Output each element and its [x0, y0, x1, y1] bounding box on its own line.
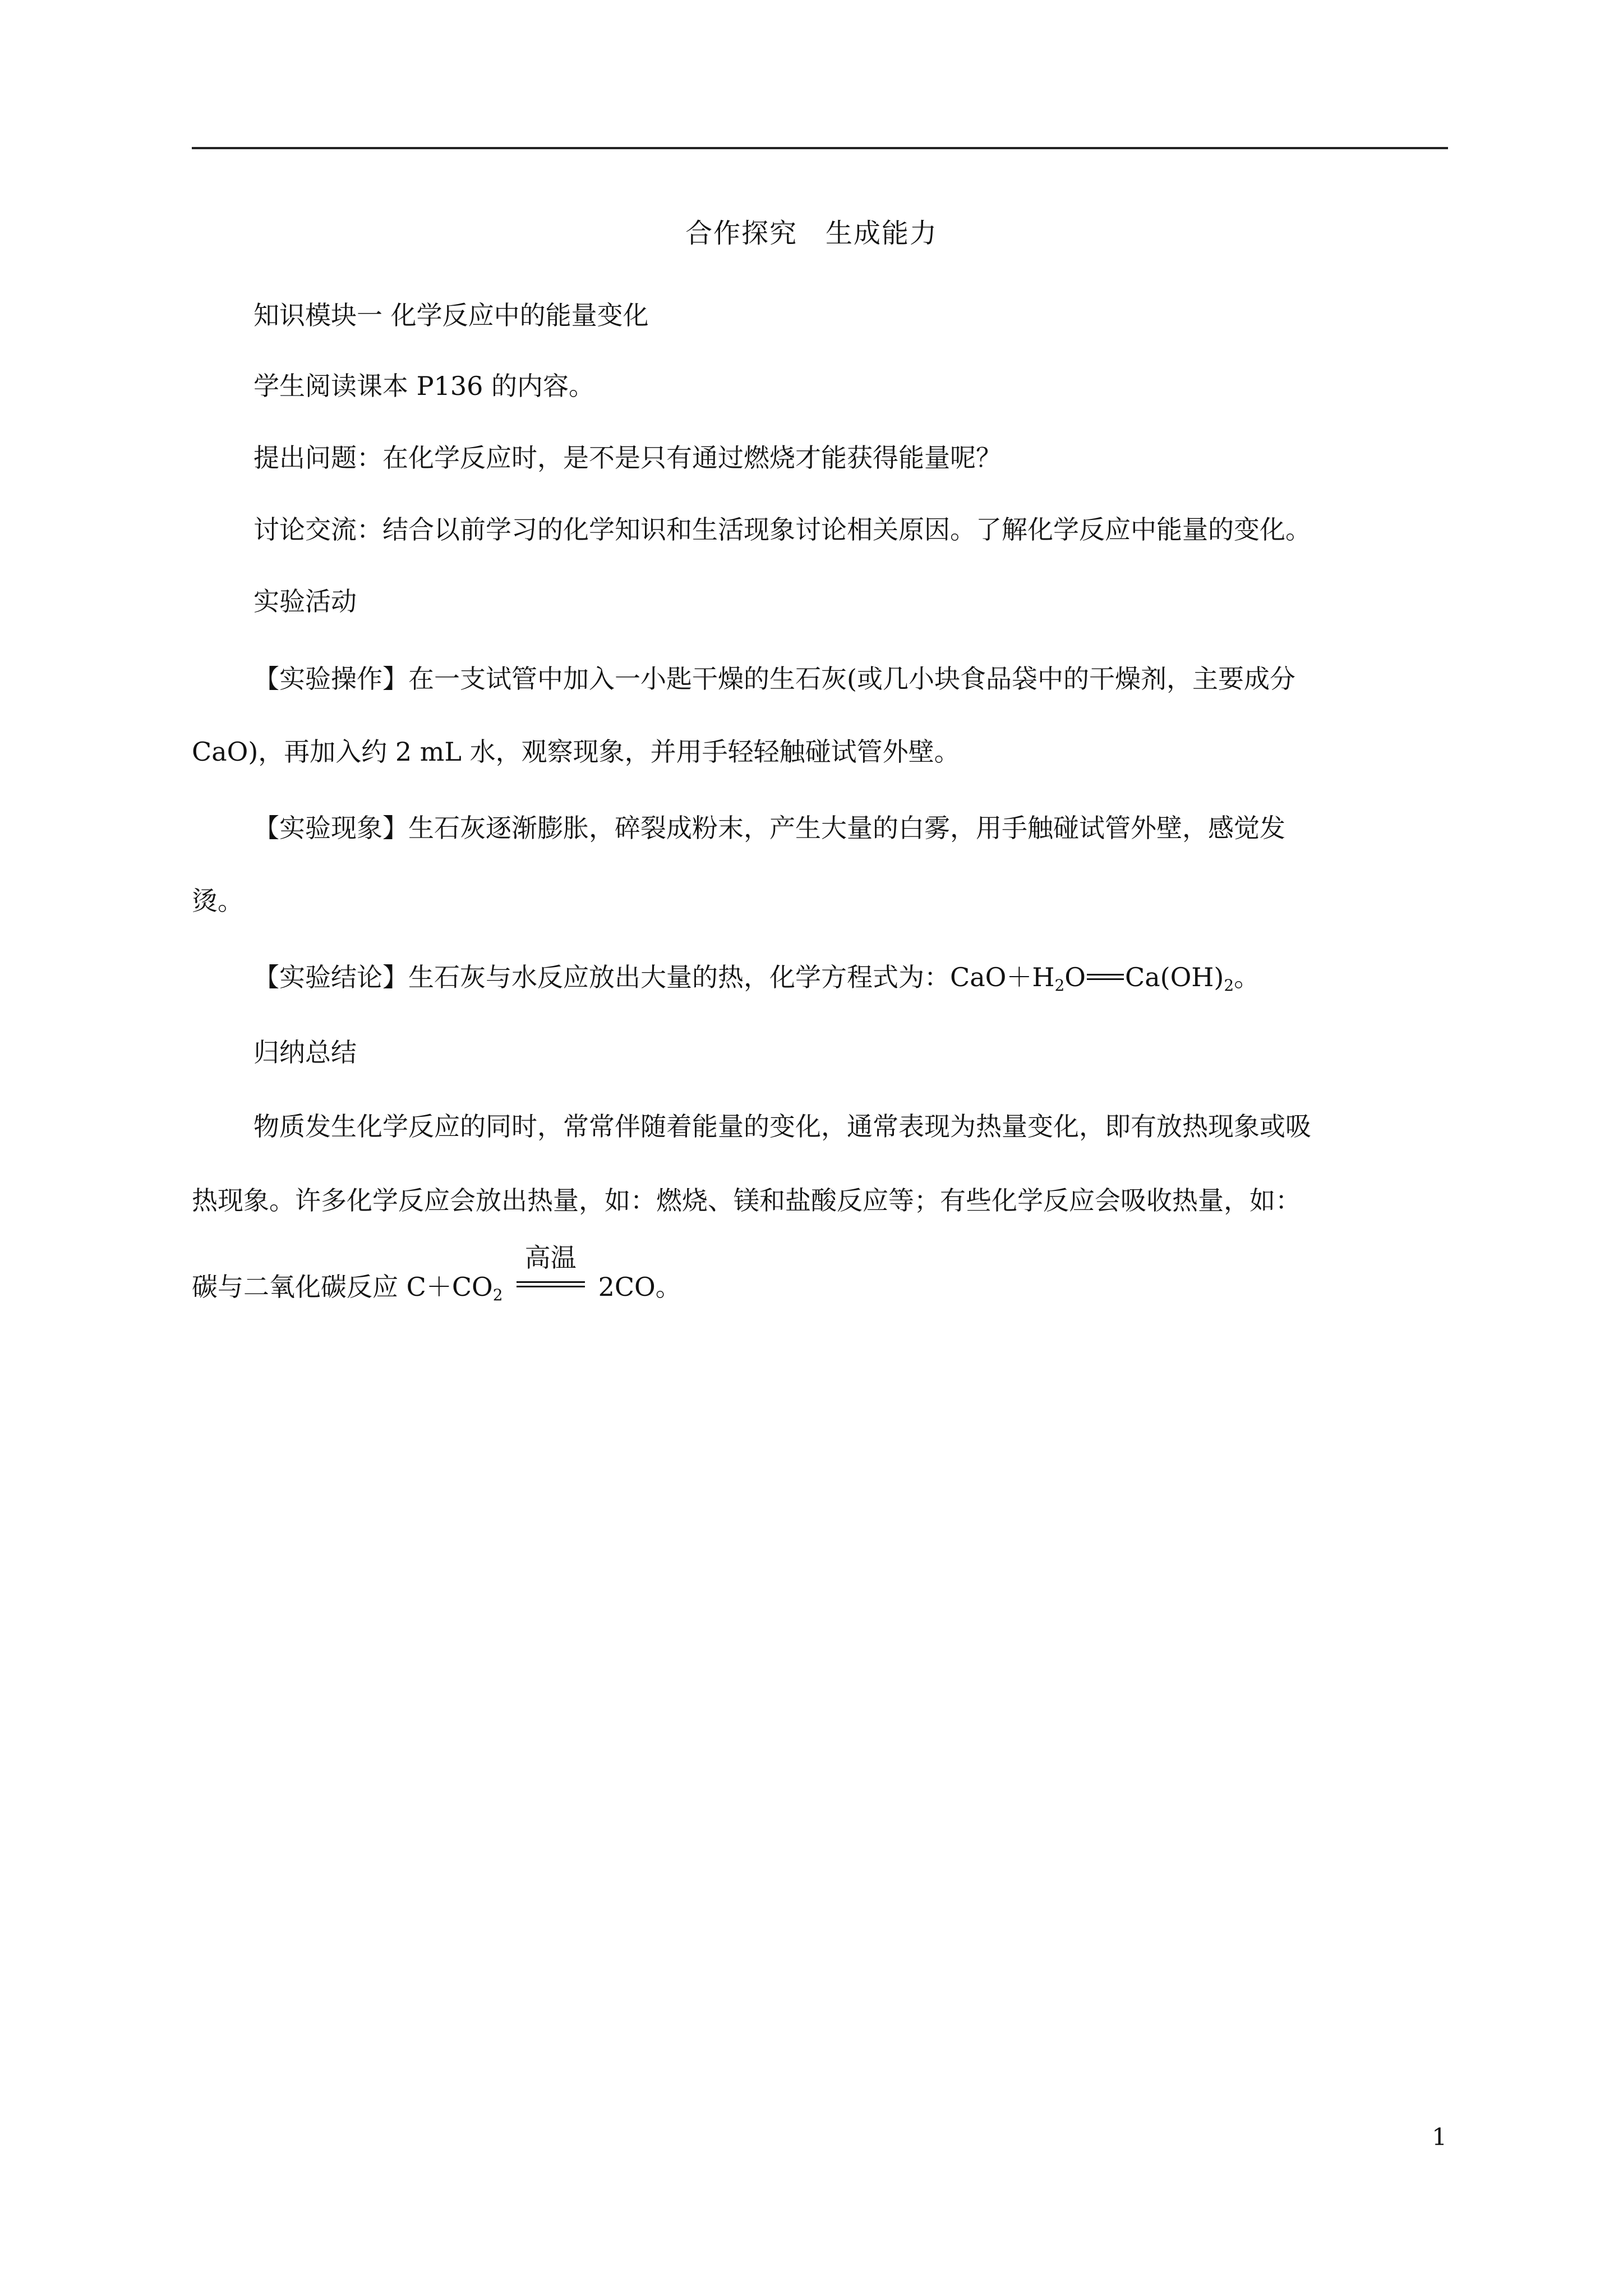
- summary-line-3: 碳与二氧化碳反应 $C+CO_2$ 高温 2CO。: [192, 1243, 681, 1304]
- high-temperature-equals-sign: [514, 1243, 587, 1299]
- equals-sign-icon: [1086, 964, 1125, 990]
- operation-line-2: CaO)，再加入约 2 mL 水，观察现象，并用手轻轻触碰试管外壁。: [192, 737, 960, 767]
- reading-instruction: 学生阅读课本 P136 的内容。: [253, 371, 594, 401]
- equation-product: $Ca(OH)_2$: [1125, 962, 1234, 995]
- summary-line-1: 物质发生化学反应的同时，常常伴随着能量的变化，通常表现为热量变化，即有放热现象或吸: [253, 1111, 1311, 1142]
- summary-line-2: 热现象。许多化学反应会放出热量，如：燃烧、镁和盐酸反应等；有些化学反应会吸收热量，如：: [192, 1185, 1301, 1216]
- header-rule: [192, 147, 1448, 149]
- experiment-conclusion: 【实验结论】生石灰与水反应放出大量的热，化学方程式为：$CaO+H_2O$ $Ca(OH)_2$。: [253, 962, 1260, 995]
- page-title: 合作探究 生成能力: [685, 218, 938, 249]
- conclusion-prefix: 【实验结论】生石灰与水反应放出大量的热，化学方程式为：: [253, 962, 950, 992]
- phenomenon-line-1: 【实验现象】生石灰逐渐膨胀，碎裂成粉末，产生大量的白雾，用手触碰试管外壁，感觉发: [253, 813, 1285, 843]
- module-heading: 知识模块一 化学反应中的能量变化: [253, 300, 649, 330]
- reaction-condition: 高温: [524, 1243, 577, 1273]
- summary-heading: 归纳总结: [253, 1037, 357, 1068]
- page-number: 1: [1432, 2123, 1447, 2151]
- experiment-heading: 实验活动: [253, 586, 357, 616]
- phenomenon-line-2: 烫。: [192, 886, 243, 916]
- equation-reactants: $CaO+H_2O$: [950, 962, 1086, 995]
- operation-line-1: 【实验操作】在一支试管中加入一小匙干燥的生石灰(或几小块食品袋中的干燥剂，主要成分: [253, 664, 1295, 694]
- question-paragraph: 提出问题：在化学反应时，是不是只有通过燃烧才能获得能量呢？: [253, 443, 1002, 473]
- discussion-paragraph: 讨论交流：结合以前学习的化学知识和生活现象讨论相关原因。了解化学反应中能量的变化。: [253, 514, 1311, 545]
